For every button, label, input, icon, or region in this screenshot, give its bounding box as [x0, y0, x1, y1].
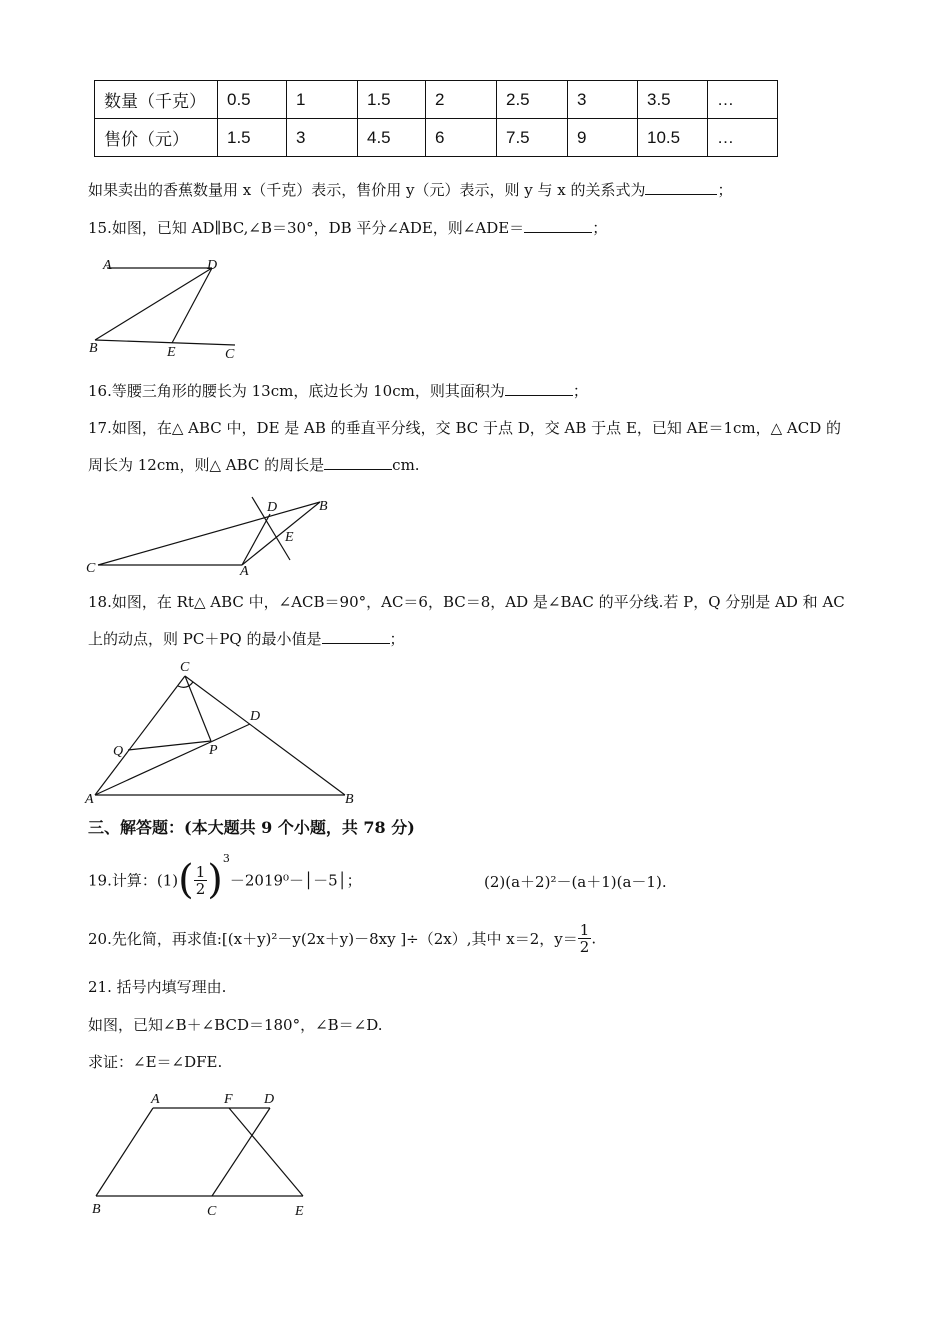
section-heading: 三、解答题：(本大题共 9 个小题，共 78 分) — [88, 818, 415, 837]
question-17-line2 — [88, 455, 420, 475]
question-19-part1 — [88, 852, 362, 912]
question-14-text — [88, 180, 733, 200]
table-row — [95, 119, 778, 157]
answer-blank[interactable] — [524, 218, 592, 233]
table-cell: 2.5 — [497, 81, 568, 119]
question-end: cm. — [392, 456, 420, 474]
right-paren: ) — [207, 857, 223, 903]
question-21-title: 21. 括号内填写理由. — [88, 978, 227, 996]
label-c: C — [86, 561, 96, 576]
exponent: 3 — [222, 852, 230, 865]
question-end: . — [591, 929, 597, 948]
question-21-prove: 求证：∠E＝∠DFE. — [88, 1053, 223, 1071]
table-cell: 1.5 — [218, 119, 287, 157]
table-cell: … — [708, 119, 778, 157]
table-cell: 3.5 — [638, 81, 708, 119]
question-end: ； — [389, 630, 405, 648]
table-cell: 1.5 — [358, 81, 426, 119]
table-cell: 2 — [426, 81, 497, 119]
question-16-text — [88, 381, 588, 401]
figure-17 — [85, 492, 345, 582]
table-header-cell: 售价（元） — [95, 119, 218, 157]
label-a: A — [103, 258, 112, 273]
answer-blank[interactable] — [324, 455, 392, 470]
table-cell: 6 — [426, 119, 497, 157]
question-text: －2019⁰－│－5│； — [229, 871, 362, 890]
table-cell: 3 — [568, 81, 638, 119]
fraction — [194, 864, 208, 897]
question-21-given: 如图，已知∠B＋∠BCD＝180°，∠B＝∠D. — [88, 1016, 383, 1034]
question-text: 20.先化简，再求值:[(x＋y)²－y(2x＋y)－8xy ]÷（2x）,其中 x＝2，y＝ — [88, 930, 578, 948]
question-17-line1: 17.如图，在△ ABC 中，DE 是 AB 的垂直平分线，交 BC 于点 D，交 AB 于点 E，已知 AE＝1cm，△ ACD 的 — [88, 419, 842, 437]
label-c: C — [207, 1204, 217, 1219]
table-cell: 0.5 — [218, 81, 287, 119]
question-end: ； — [572, 382, 588, 400]
question-18-line1: 18.如图，在 Rt△ ABC 中，∠ACB＝90°，AC＝6，BC＝8，AD 是∠BAC 的平分线.若 P，Q 分别是 AD 和 AC — [88, 593, 845, 611]
question-end: ； — [592, 219, 608, 237]
figure-21 — [88, 1088, 318, 1223]
label-e: E — [285, 530, 294, 545]
label-e: E — [295, 1204, 304, 1219]
label-b: B — [92, 1202, 101, 1217]
label-a: A — [85, 792, 94, 807]
table-cell: 1 — [287, 81, 358, 119]
table-cell: 7.5 — [497, 119, 568, 157]
table-cell: 4.5 — [358, 119, 426, 157]
label-d: D — [250, 709, 261, 724]
table-cell: 9 — [568, 119, 638, 157]
table-cell: 10.5 — [638, 119, 708, 157]
question-15-text — [88, 218, 607, 238]
label-a: A — [240, 564, 249, 579]
question-text: 15.如图，已知 AD∥BC,∠B＝30°，DB 平分∠ADE，则∠ADE＝ — [88, 219, 525, 237]
left-paren: ( — [178, 857, 194, 903]
answer-blank[interactable] — [322, 629, 390, 644]
fraction-denominator: 2 — [195, 879, 206, 898]
answer-blank[interactable] — [645, 180, 717, 195]
question-text: 上的动点，则 PC＋PQ 的最小值是 — [88, 630, 322, 648]
question-18-line2 — [88, 629, 405, 649]
label-b: B — [89, 341, 98, 356]
label-f: F — [224, 1092, 233, 1107]
fraction-denominator: 2 — [579, 938, 590, 956]
answer-blank[interactable] — [505, 381, 573, 396]
table-cell: 3 — [287, 119, 358, 157]
question-end: ； — [717, 181, 733, 199]
fraction — [578, 922, 592, 955]
label-p: P — [209, 743, 218, 758]
label-b: B — [345, 792, 354, 807]
question-text: 19.计算：(1) — [88, 871, 179, 890]
figure-18 — [83, 656, 373, 811]
fraction-numerator: 1 — [195, 862, 206, 881]
question-20-text — [88, 922, 596, 966]
label-e: E — [167, 345, 176, 360]
table-row — [95, 81, 778, 119]
question-text: 周长为 12cm，则△ ABC 的周长是 — [88, 456, 325, 474]
question-text: 如果卖出的香蕉数量用 x（千克）表示，售价用 y（元）表示，则 y 与 x 的关系式为 — [88, 181, 646, 199]
label-d: D — [207, 258, 218, 273]
question-text: 16.等腰三角形的腰长为 13cm，底边长为 10cm，则其面积为 — [88, 382, 505, 400]
question-19-part2: (2)(a＋2)²－(a＋1)(a－1). — [484, 873, 667, 891]
label-c: C — [180, 660, 190, 675]
label-d: D — [267, 500, 278, 515]
label-c: C — [225, 347, 235, 362]
fraction-numerator: 1 — [579, 921, 590, 939]
table-header-cell: 数量（千克） — [95, 81, 218, 119]
figure-15 — [85, 255, 245, 365]
label-d: D — [264, 1092, 275, 1107]
table-cell: … — [708, 81, 778, 119]
label-b: B — [319, 499, 328, 514]
label-q: Q — [113, 744, 124, 759]
price-table — [94, 80, 778, 157]
label-a: A — [151, 1092, 160, 1107]
